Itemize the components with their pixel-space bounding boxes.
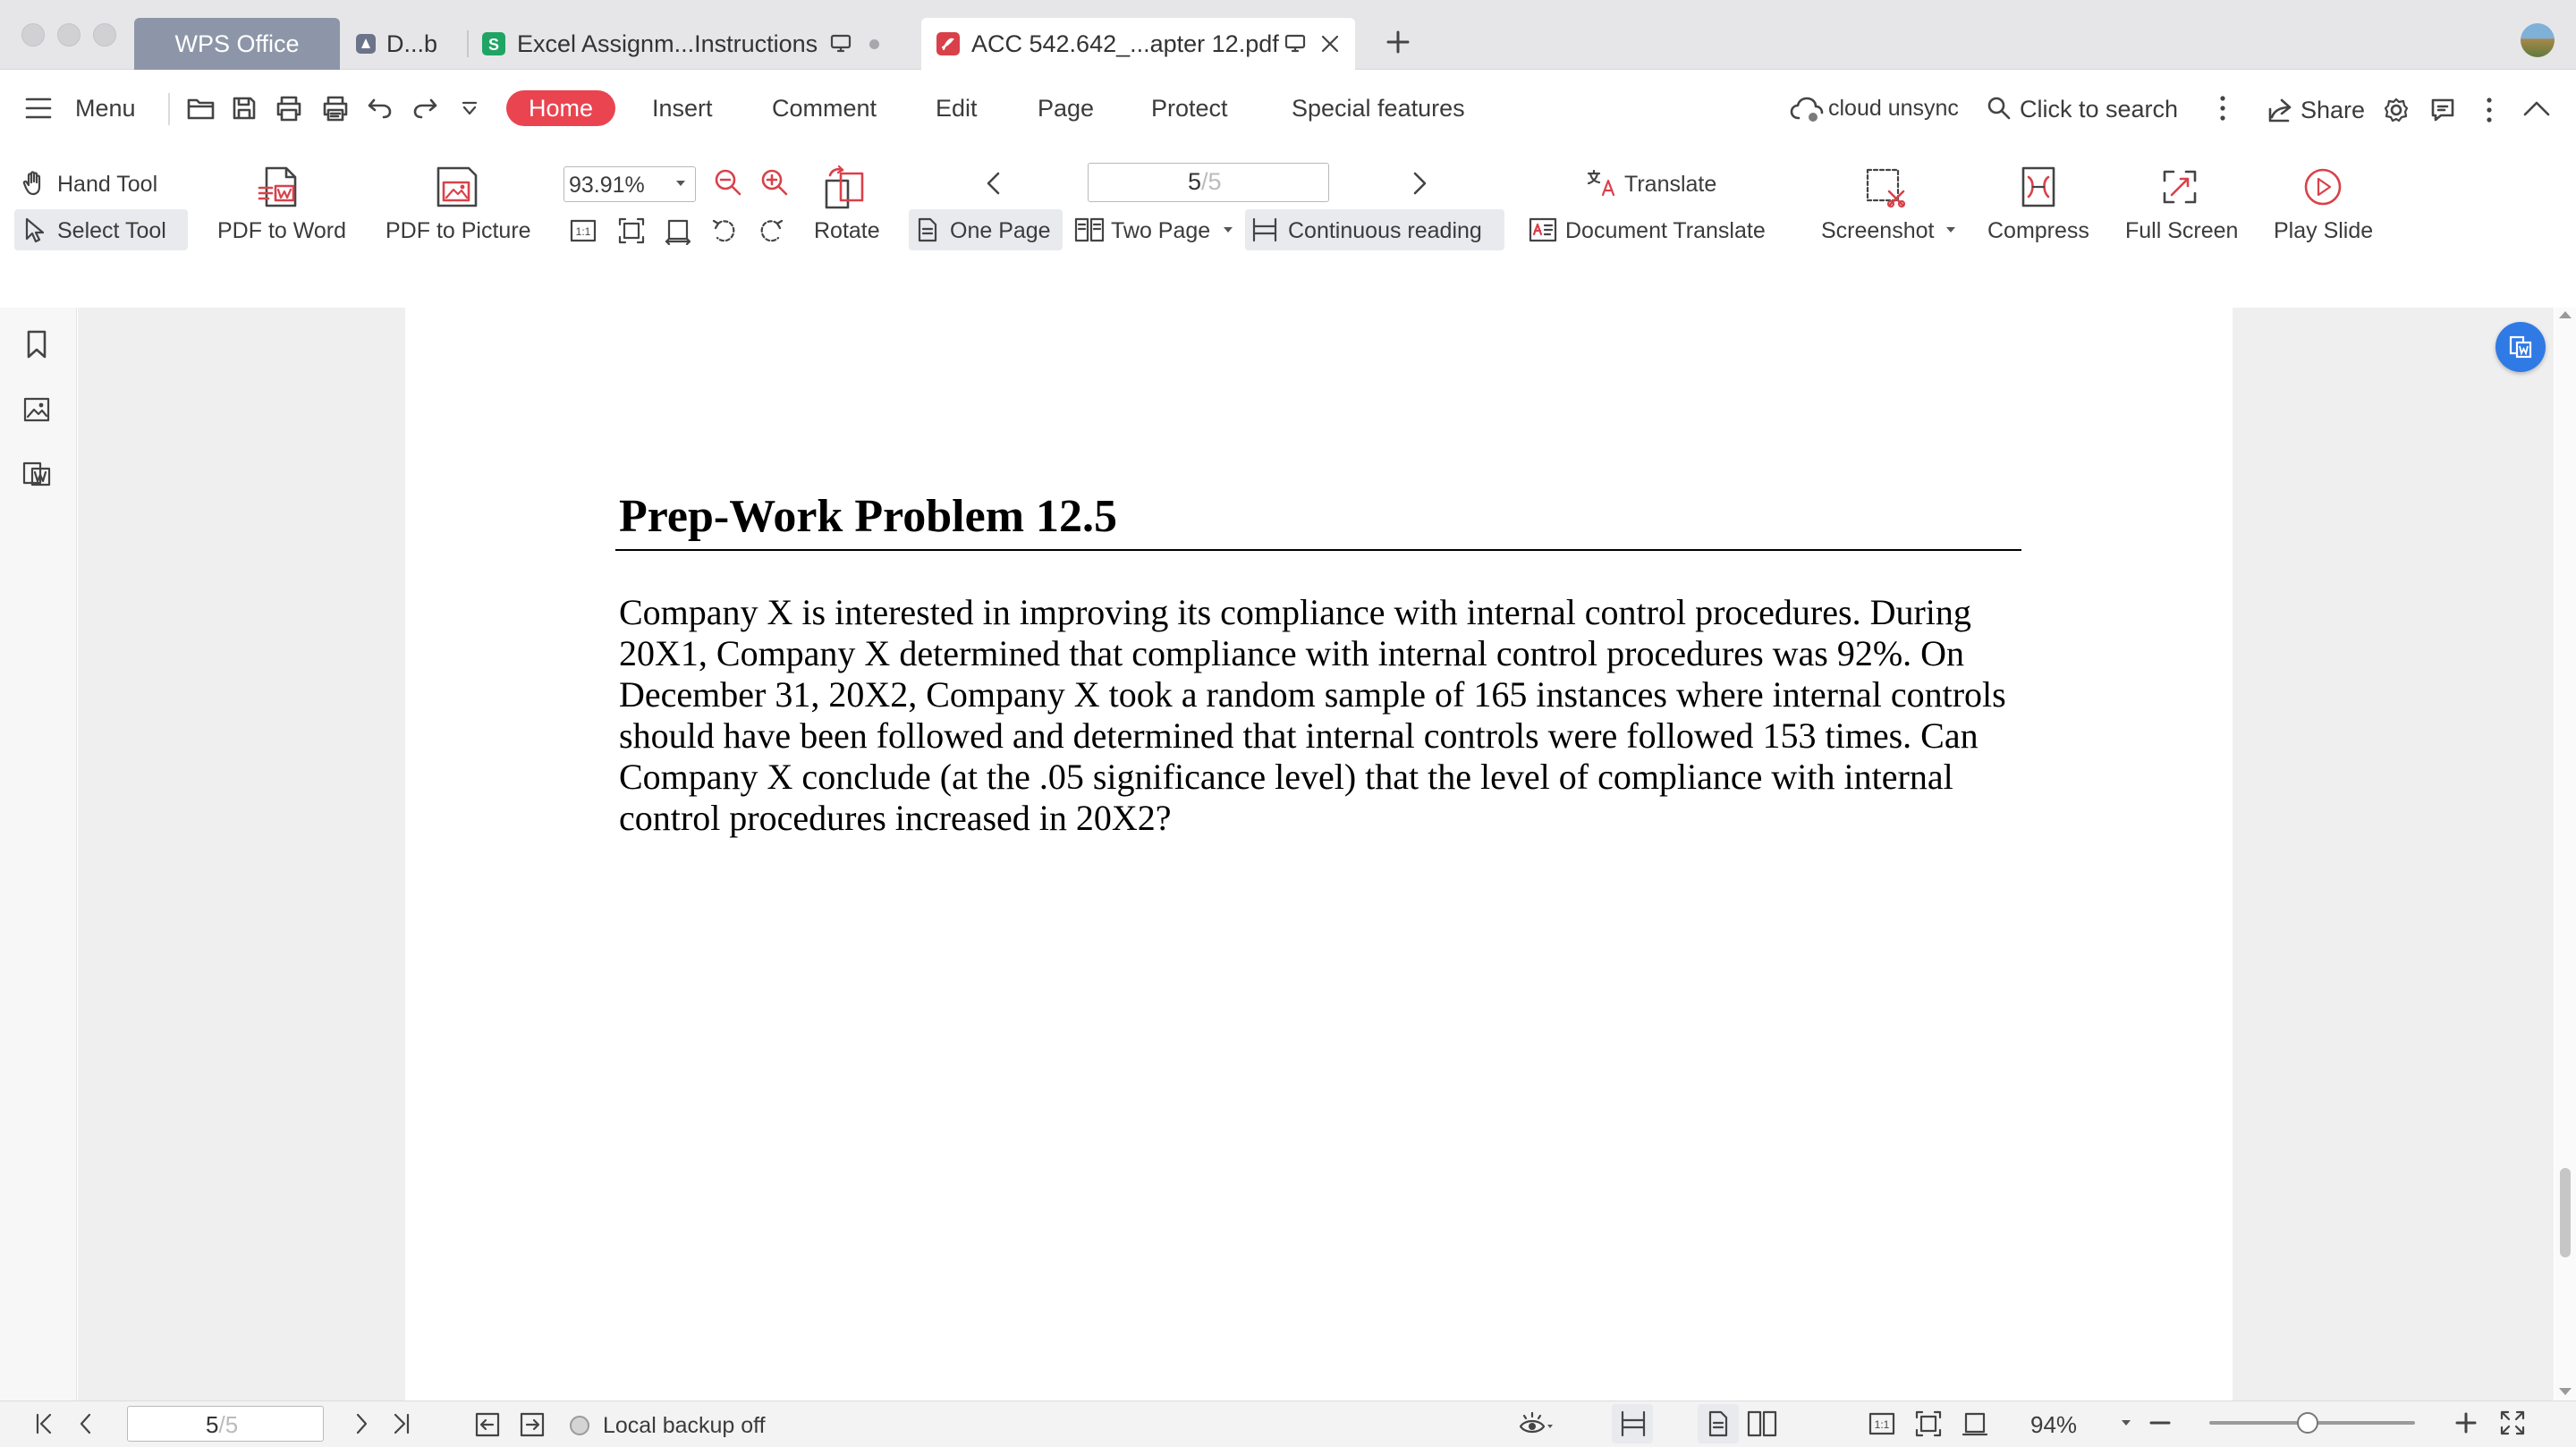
collapse-ribbon-icon[interactable] xyxy=(2522,98,2551,118)
play-slide-button[interactable]: Play Slide xyxy=(2274,218,2374,243)
tab-label: WPS Office xyxy=(174,30,300,57)
scroll-down-arrow-icon[interactable] xyxy=(2559,1388,2572,1395)
status-next-page-icon[interactable] xyxy=(352,1411,370,1436)
new-tab-icon[interactable] xyxy=(1385,29,1411,55)
comment-bubble-icon[interactable] xyxy=(2429,97,2456,123)
monitor-icon xyxy=(1284,34,1306,54)
cloud-icon[interactable] xyxy=(1789,95,1825,123)
problem-title: Prep-Work Problem 12.5 xyxy=(619,491,1118,542)
fit-page-icon[interactable] xyxy=(617,216,646,245)
text-line: Company X conclude (at the .05 significance level) that the level of compliance with internal xyxy=(619,757,1953,797)
local-backup-status[interactable]: Local backup off xyxy=(603,1413,766,1438)
thumbnails-icon[interactable] xyxy=(21,395,52,424)
floating-convert-button[interactable] xyxy=(2496,322,2546,372)
document-translate-icon xyxy=(1528,216,1558,243)
doc-icon xyxy=(354,32,377,55)
actual-size-icon[interactable] xyxy=(569,218,597,243)
more-options-icon[interactable] xyxy=(2485,95,2494,125)
scrollbar-thumb[interactable] xyxy=(2560,1168,2571,1257)
status-actual-size-icon[interactable] xyxy=(1868,1411,1896,1436)
title-underline xyxy=(615,549,2021,551)
text-line: Company X is interested in improving its compliance with internal control procedures. During xyxy=(619,592,1971,632)
backup-status-icon xyxy=(569,1415,590,1436)
tab-excel[interactable] xyxy=(481,18,911,70)
svg-text:1:1: 1:1 xyxy=(1874,1418,1890,1431)
convert-icon xyxy=(2508,334,2533,360)
two-page-dropdown-icon[interactable] xyxy=(1222,225,1234,234)
spreadsheet-icon xyxy=(481,31,506,56)
svg-text:1:1: 1:1 xyxy=(575,225,591,238)
tab-special-features[interactable]: Special features xyxy=(1292,95,1465,122)
zoom-value: 93.91% xyxy=(569,173,645,198)
tab-page[interactable]: Page xyxy=(1038,95,1095,122)
single-page-view-icon xyxy=(1707,1409,1730,1438)
select-tool-label: Select Tool xyxy=(57,218,166,243)
zoom-window-button[interactable] xyxy=(93,23,116,47)
zoom-out-icon[interactable] xyxy=(712,166,744,199)
translate-button[interactable]: Translate xyxy=(1624,172,1717,197)
one-page-label: One Page xyxy=(950,218,1051,243)
compress-icon xyxy=(2016,165,2061,211)
share-button[interactable]: Share xyxy=(2301,97,2366,123)
scroll-up-arrow-icon[interactable] xyxy=(2559,311,2572,318)
text-line: should have been followed and determined that internal controls were followed 153 times. Can xyxy=(619,715,1979,756)
expand-fullscreen-icon[interactable] xyxy=(2499,1409,2526,1436)
text-line: control procedures increased in 20X2? xyxy=(619,798,1172,838)
pdf-to-word-button[interactable]: PDF to Word xyxy=(217,218,347,243)
status-fit-page-icon[interactable] xyxy=(1914,1409,1943,1438)
screenshot-button[interactable]: Screenshot xyxy=(1821,218,1935,243)
print-icon[interactable] xyxy=(274,95,304,122)
close-window-button[interactable] xyxy=(21,23,45,47)
rotate-right-icon[interactable] xyxy=(757,216,785,245)
full-screen-button[interactable]: Full Screen xyxy=(2125,218,2239,243)
tab-protect[interactable]: Protect xyxy=(1151,95,1228,122)
eye-protection-icon[interactable] xyxy=(1517,1409,1553,1440)
total-pages: /5 xyxy=(1201,168,1222,195)
status-zoom-value[interactable]: 94% xyxy=(2030,1411,2078,1438)
tab-comment[interactable]: Comment xyxy=(772,95,877,122)
open-folder-icon[interactable] xyxy=(186,95,216,122)
status-page-indicator xyxy=(206,1411,238,1439)
status-previous-page-icon[interactable] xyxy=(77,1411,95,1436)
last-page-icon[interactable] xyxy=(390,1411,411,1436)
previous-page-icon[interactable] xyxy=(982,170,1005,197)
tab-pdf[interactable] xyxy=(921,18,1355,70)
hamburger-icon[interactable] xyxy=(25,97,52,120)
minimize-window-button[interactable] xyxy=(57,23,80,47)
continuous-view-icon xyxy=(1619,1409,1648,1438)
play-slide-icon xyxy=(2302,166,2343,207)
pdf-to-word-icon xyxy=(256,165,306,211)
current-page: 5 xyxy=(206,1411,219,1438)
compress-button[interactable]: Compress xyxy=(1987,218,2089,243)
two-page-view-icon[interactable] xyxy=(1746,1409,1778,1438)
full-screen-icon xyxy=(2159,166,2200,207)
save-icon[interactable] xyxy=(231,95,258,122)
screenshot-icon xyxy=(1862,165,1909,211)
pdf-icon xyxy=(936,31,961,56)
translate-icon xyxy=(1585,168,1617,199)
zoom-minus-icon[interactable] xyxy=(2148,1411,2172,1434)
tab-home[interactable]: Home xyxy=(506,90,615,126)
tab-wps-office[interactable] xyxy=(134,18,340,70)
screenshot-dropdown-icon[interactable] xyxy=(1945,225,1957,234)
print-preview-icon[interactable] xyxy=(320,95,351,122)
tab-divider xyxy=(467,30,469,57)
tab-edit[interactable]: Edit xyxy=(936,95,978,122)
fit-width-icon[interactable] xyxy=(664,216,692,245)
rotate-left-icon[interactable] xyxy=(710,216,739,245)
forward-view-icon[interactable] xyxy=(519,1411,546,1438)
status-zoom-dropdown-icon[interactable] xyxy=(2120,1418,2132,1427)
divider xyxy=(168,93,170,125)
share-icon[interactable] xyxy=(2267,97,2293,123)
tab-doc[interactable] xyxy=(354,18,462,70)
zoom-dropdown-icon[interactable] xyxy=(674,179,687,188)
total-pages: /5 xyxy=(218,1411,239,1438)
unsaved-dot-icon xyxy=(869,39,879,49)
rotate-icon xyxy=(821,165,871,213)
text-line: 20X1, Company X determined that compliance with internal control procedures was 92%. On xyxy=(619,633,1965,673)
search-icon[interactable] xyxy=(1986,95,2012,122)
convert-to-word-icon[interactable] xyxy=(21,460,52,488)
two-page-button[interactable]: Two Page xyxy=(1111,218,1211,243)
tab-label: Excel Assignm...Instructions xyxy=(517,30,818,57)
pdf-to-picture-button[interactable]: PDF to Picture xyxy=(386,218,531,243)
one-page-icon xyxy=(916,216,939,243)
problem-text xyxy=(619,592,2014,839)
page-indicator xyxy=(1188,168,1222,196)
continuous-reading-label: Continuous reading xyxy=(1288,218,1482,243)
cloud-status[interactable]: cloud unsync xyxy=(1828,96,1959,121)
monitor-icon xyxy=(830,34,852,54)
tab-insert[interactable]: Insert xyxy=(652,95,713,122)
pdf-to-picture-icon xyxy=(433,165,483,211)
customize-dropdown-icon[interactable] xyxy=(460,100,479,118)
close-tab-icon[interactable] xyxy=(1320,34,1340,54)
zoom-in-icon[interactable] xyxy=(758,166,791,199)
more-vertical-icon[interactable] xyxy=(2218,93,2227,123)
settings-gear-icon[interactable] xyxy=(2383,97,2410,123)
hand-tool-button[interactable]: Hand Tool xyxy=(57,172,158,197)
continuous-reading-icon xyxy=(1250,216,1279,243)
text-line: December 31, 20X2, Company X took a random sample of 165 instances where internal controls xyxy=(619,674,2006,715)
zoom-plus-icon[interactable] xyxy=(2454,1411,2478,1434)
avatar[interactable] xyxy=(2521,23,2555,57)
status-fit-width-icon[interactable] xyxy=(1961,1409,1989,1438)
search-box[interactable]: Click to search xyxy=(2020,96,2179,123)
current-page: 5 xyxy=(1188,168,1202,195)
undo-icon[interactable] xyxy=(367,97,394,120)
hand-tool-icon xyxy=(21,170,47,197)
back-view-icon[interactable] xyxy=(474,1411,501,1438)
svg-text:S: S xyxy=(487,36,500,54)
two-page-icon xyxy=(1073,216,1106,243)
pdf-page xyxy=(405,308,2233,1400)
redo-icon[interactable] xyxy=(411,97,438,120)
next-page-icon[interactable] xyxy=(1408,170,1431,197)
tab-label: D...b xyxy=(386,30,438,57)
document-translate-button[interactable]: Document Translate xyxy=(1565,218,1766,243)
rotate-button[interactable]: Rotate xyxy=(814,218,880,243)
tab-label: ACC 542.642_...apter 12.pdf xyxy=(971,30,1279,57)
arrow-cursor-icon xyxy=(23,216,47,243)
bookmark-icon[interactable] xyxy=(23,329,50,360)
menu-button[interactable]: Menu xyxy=(75,95,136,122)
status-bar xyxy=(0,1400,2576,1447)
first-page-icon[interactable] xyxy=(34,1411,55,1436)
